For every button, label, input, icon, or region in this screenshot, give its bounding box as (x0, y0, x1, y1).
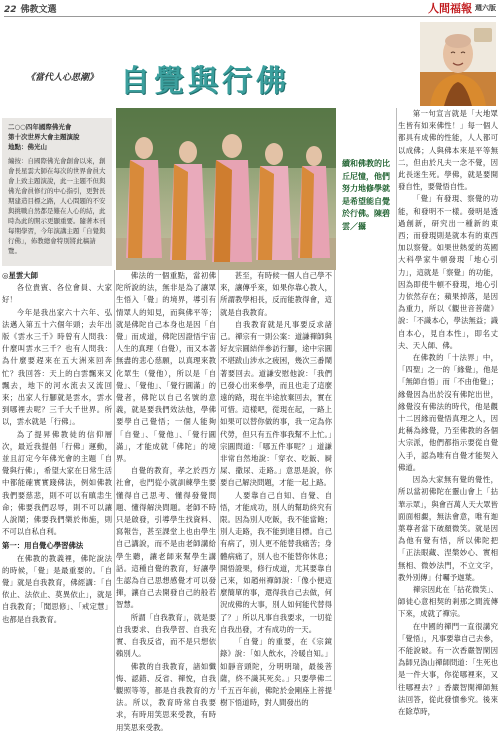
article-paragraph: 第一句宣言就是「大地眾生皆有如來佛性！」每一個人都具有成佛的性能，人人都可以成佛；人與佛本來是平等無二，但由於凡夫一念不覺，因此長迷生死。學佛，就是要開發自性，要覺悟自性。 (398, 109, 498, 192)
column-divider (218, 270, 219, 690)
editor-note: 編按：自國際佛光會創會以來，創會長星雲大師在每次的世界會員大會上致主題演說，此一主題不但與佛光會員修行的中心指引，更對長期建造目標之路，人心問題的不安與挑戰自然都是難在人心的結，此時為此的開示更顯重要。隨著本刊每期學習，今年演講主題「自覺與行佛」，佈教總會特別將此稿請覽。 (8, 157, 106, 255)
article-paragraph: 甚至，有時候一個人自己學不來，讓傳乎來，如果你靠心教人，所謂教學相長，反而能教得會，這就是自我教育。 (220, 271, 332, 317)
headline: 自覺與行佛 (120, 64, 290, 99)
event-meeting: 第十次世界大會主題演說 (8, 133, 80, 141)
nuns-photo-image (116, 108, 336, 270)
article-column-2 (116, 270, 216, 732)
event-venue: 地點：佛光山 (8, 143, 47, 151)
master-portrait-image (420, 22, 496, 106)
event-info-box (2, 118, 112, 266)
article-paragraph: 「覺」有發現、察覺的功能，和發明不一樣。發明是透過創新，研究出一種新的東西；而發現則是就本有的東西加以察覺。如果世熱愛的英國大科學家牛頓發現「地心引力」，這就是「察覺」的功能，因為即使牛頓不發現，地心引力依然存在；蘋果掉落，是因為重力，所以《觀世音菩薩》說：「不識本心，學法無益；識自本心，見自本性」，即名丈夫、天人師、佛。 (398, 194, 498, 350)
column-divider (396, 108, 397, 690)
article-paragraph: 「自覺」的重要，在《宗鏡錄》說：「如人飲水，冷暖自知。」如靜音頭陀，分明明瑞，最後菩薩，終不識其死矣。」只要學佛二千五百年前，佛陀於金剛座上菩提樹下悟道時，對人間發出的 (220, 637, 332, 708)
article-paragraph: 所謂「自我教育」，就是要自我要求、自我學習、自我充實、自我反省，而不是只想依賴別人。 (116, 612, 216, 659)
article-paragraph: 今年是我出家六十六年、弘法邁入第五十六個年頭；去年出版《雲水三千》時曾有人問我：什麼叫雲水三千？也有人問我：為什麼要趕來在五大洲來回奔忙？我回答：天上的白雲飄來又飄去，地下的河水流去又流回來；出家人行腳就是雲水，雲水到哪裡去呢？三千大千世界。所以，雲水就是「行佛」。 (2, 307, 112, 427)
article-paragraph: 為了提昇佛教徒的信仰層次，最近我提倡「行佛」運動，並且訂定今年佛光會的主題「自覺與行佛」，希望大家在日常生活中都能確實實踐佛法，例如佛教我們要慈悲，則不可以有瞋恚生命；佛要我們忍辱，則不可以讓人說鬧；佛要我們樂於佈施，則不可以自私自利。 (2, 429, 112, 537)
article-column-1 (2, 270, 112, 690)
article-paragraph: 佛教的自我教育，諸如懺悔、認錯、反省、禪悅，自我觀照等等，都是自我教育的方法。所以，教育時常自我要求，有時用笑思來受教，有時用笑思來受教。 (116, 661, 216, 732)
article-paragraph: 自我教育就是凡事要反求諸己。禪宗有一則公案：道謙禪師與好友宗圓結伴參訪行腳，途中宗圓不堪跋山涉水之疲困，幾次三番鬧著要回去。道謙安慰他說：「我們已發心出來參學，而且也走了這麼遠的路，現在半途放棄回去，實在可惜。這樣吧，從現在起，一路上如果可以替你做的事，我一定為你代勞，但只有五件事我幫不上忙。」宗圓問道：「哪五件事呢？」道謙非常自然地說：「穿衣、吃飯、屙屎、撒尿、走路。」意思是說，你要自己解決問題，才能一起上路。 (220, 319, 332, 488)
article-paragraph: 各位貴賓、各位會員、大家好！ (2, 283, 112, 305)
weekday-edition: 週六版 (475, 4, 496, 12)
article-paragraph: 因為大家無有覺的覺性，所以當初佛陀在靈山會上「拈華示眾」，與會百萬人天大眾皆面面相覷，無法會意，唯有迦葉尊者當下破顏微笑。就是因為他有覺有悟，所以佛陀把「正法眼藏、涅槃妙心、實相無相、微妙法門，不立文字，教外別傳」付囑予迦葉。 (398, 475, 498, 582)
column-divider (114, 270, 115, 690)
event-name: 二○○四年國際佛光會 (8, 123, 72, 131)
author-byline: ◎星雲大師 (2, 271, 39, 280)
article-paragraph: 佛法的一個重點，當初佛陀所說的法，無非是為了讓眾生悟入「覺」的境界，導引有情眾人的知見，而與佛平等；就是佛陀自己本身也是因「自覺」而成道，佛陀因證悟宇宙人生的真理（自覺），而又本著無盡的悲心慈願，以真理來教化眾生（覺他），所以是「自覺」、「覺他」、「覺行圓滿」的覺者，佛陀以自己名號的意義，就是要我們效法他，學佛要學自己覺悟；一個人能夠「自覺」、「覺他」、「覺行圓滿」，才能成就「佛陀」的境界。 (116, 271, 216, 464)
section-subheading: 第一：用自覺心學習佛法 (2, 541, 84, 551)
masthead-logo: 人間福報 (428, 2, 472, 15)
article-paragraph: 在中國的禪門一直很講究「覺悟」，凡事要靠自己去參，不能說破。有一次香嚴智閑因為師兄溈山禪師問道：「生死也是一件大事，你從哪裡來，又往哪裡去？」香嚴智閑禪師無法回答，從此發憤參究。後來在除草時， (398, 621, 498, 716)
article-paragraph: 在佛教的「十法界」中，「四聖」之一的「緣覺」，他是「無師自悟」而「不由他覺」；緣覺因為出於沒有佛陀出世，緣覺沒有佛法的時代，他是觀十二因緣而覺悟真理之人，因此稱為緣覺，乃至佛教的各個大宗派，他們都指示要從自覺入手，認為唯有自覺才能契入佛道。 (398, 353, 498, 472)
article-paragraph: 人要靠自己自知、自覺、自悟，才能成功，別人的幫助終究有限。因為別人吃飯，我不能當飽；別人走路，我不能到達目標。自己有病了，別人更不能替我痛苦；身體病痛了，別人也不能替你休息；開悟證果，修行成道，尤其要靠自己來，如趙州禪師說：「像小便這麼簡單的事，還得我自己去做，何況成佛的大事，別人如何能代替得了？」所以凡事自我要求，一切從自我出發，才有成功的一天。 (220, 490, 332, 634)
article-paragraph: 在佛教的教義裡，佛陀說法的時候，「覺」是最重要的。「自覺」就是自我教育，佛經講：「自依止、法依止、莫異依止」，就是自我教育；「聞思修」、「戒定慧」也都是自我教育。 (2, 553, 112, 624)
section-name: 佛教文選 (20, 4, 57, 15)
photo-caption: 續和佛教的比丘尼憧，他們努力地修學就是希望能自覺於行佛。陳碧雲／攝 (342, 159, 390, 231)
page-header (0, 0, 500, 16)
header-rule (4, 16, 496, 17)
page-number: 22 佛教文選 (4, 4, 57, 15)
article-paragraph: 禪宗因此在「拈花微笑」、師徒心意相契的剎那之間流傳下來，成就了禪宗。 (398, 584, 498, 619)
article-column-3 (220, 270, 332, 708)
column-divider (334, 270, 335, 690)
article-paragraph: 自覺的教育，孝之於西方社會，也門從小就訓練學生要懂得自己思考、懂得發覺問題、懂得解決問題。老師不時只是啟發，引導學生找資料、寫報告，甚至課堂上也由學生自己講說，而不是由老師講給學生聽，讓老師來幫學生講話。這種自覺的教育，好讓學生認為自己思想感覺才可以發揮，讓自己去開發自己的般若智慧。 (116, 466, 216, 610)
masthead (428, 0, 496, 16)
article-column-5 (398, 108, 498, 716)
series-title: 《當代人心思潮》 (26, 73, 99, 83)
